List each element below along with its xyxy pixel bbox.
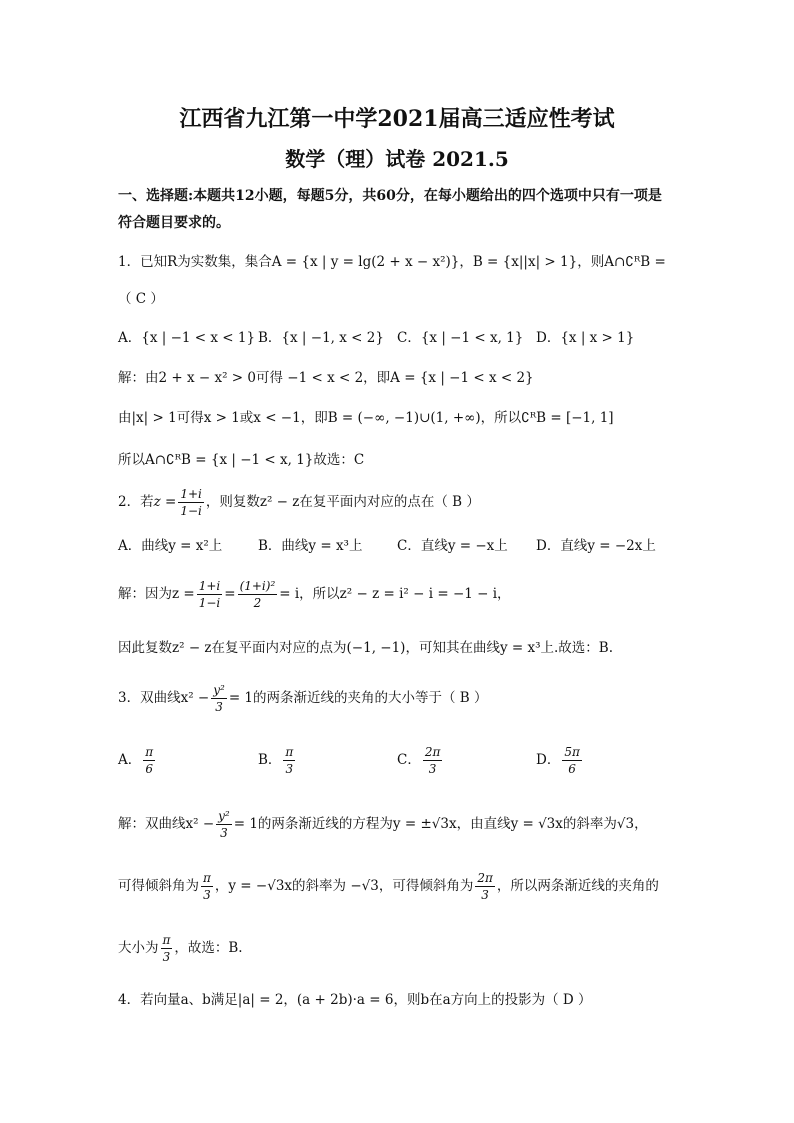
q3-sol-a-suffix: = 1的两条渐近线的方程为y = ±√3x，由直线y = √3x的斜率为√3， [233, 816, 648, 832]
q2-sol-den1: 1−i [198, 596, 221, 610]
q2-sol-suffix: = i，所以z² − z = i² − i = −1 − i， [279, 586, 511, 602]
q2-sol-eq: = [224, 586, 236, 602]
q3-option-a-den: 6 [145, 762, 154, 776]
q2-stem [118, 484, 480, 520]
q1-solution-line2: 由|x| > 1可得x > 1或x < −1，即B = (−∞, −1)∪(1, +∞)，所以∁ᴿB = [−1, 1] [118, 410, 614, 426]
q3-sol-b-mid: ，y = −√3x的斜率为 −√3，可得倾斜角为 [214, 878, 474, 894]
q3-sol-c-fraction [161, 932, 173, 965]
q2-sol-num1: 1+i [198, 579, 221, 593]
exam-title: 江西省九江第一中学2021届高三适应性考试 [179, 106, 615, 132]
q2-z-eq: z = [153, 494, 177, 510]
q3-option-d-num: 5π [564, 745, 580, 759]
q3-frac-den: 3 [215, 700, 223, 714]
q3-sol-b-den1: 3 [203, 888, 211, 902]
q3-sol-a-den: 3 [220, 826, 228, 840]
q1-option-b: B．{x | −1, x < 2} [258, 330, 384, 346]
section-header-line2: 符合题目要求的。 [118, 215, 230, 231]
q3-sol-a-fraction [216, 808, 232, 841]
q3-sol-c-den: 3 [162, 950, 171, 964]
q2-solution-line1 [118, 576, 511, 612]
q3-option-b-frac [283, 744, 295, 777]
q2-sol-num2: (1+i)² [239, 579, 276, 593]
q3-option-a-num: π [145, 745, 154, 759]
q2-sol-den2: 2 [253, 596, 262, 610]
q2-fraction [178, 486, 204, 519]
q2-sol-fraction1 [197, 578, 223, 611]
q3-sol-b-fraction1 [201, 870, 213, 903]
q2-stem-prefix: 2．若 [118, 494, 154, 510]
q1-option-d: D．{x | x > 1} [536, 330, 635, 346]
q2-option-d: D．直线y = −2x上 [536, 538, 656, 554]
q3-stem-suffix: = 1的两条渐近线的夹角的大小等于（ B ） [228, 690, 488, 706]
q3-solution-line3 [118, 930, 243, 966]
q3-option-c-label: C． [397, 752, 421, 768]
q3-sol-b-suffix: ，所以两条渐近线的夹角的 [496, 878, 659, 894]
q3-option-a-label: A． [118, 752, 142, 768]
q3-option-a-frac [143, 744, 155, 777]
q3-solution-line1 [118, 806, 648, 842]
q3-option-b-label: B． [258, 752, 282, 768]
q3-option-c-num: 2π [424, 745, 441, 759]
q3-sol-b-num2: 2π [477, 871, 493, 885]
q3-option-d-frac [562, 744, 582, 777]
q3-sol-a-prefix: 解：双曲线x² − [118, 816, 215, 832]
q1-solution-line3: 所以A∩∁ᴿB = {x | −1 < x, 1}故选：C [118, 452, 365, 468]
q3-sol-c-prefix: 大小为 [118, 940, 159, 956]
q3-sol-a-num: y² [218, 809, 230, 823]
q1-option-a: A．{x | −1 < x < 1} [118, 330, 256, 346]
q3-option-c-frac [423, 744, 443, 777]
q3-fraction [211, 682, 227, 715]
q3-sol-b-prefix: 可得倾斜角为 [118, 878, 199, 894]
q2-stem-suffix: ，则复数z² − z在复平面内对应的点在（ B ） [205, 494, 480, 510]
q1-stem: 1．已知R为实数集，集合A = {x | y = lg(2 + x − x²)}，B = {x||x| > 1}，则A∩∁ᴿB = [118, 254, 666, 270]
q3-option-d-den: 6 [568, 762, 576, 776]
q3-solution-line2 [118, 868, 659, 904]
q2-sol-prefix: 解：因为z = [118, 586, 195, 602]
q3-option-d [536, 744, 584, 777]
q3-stem [118, 680, 488, 716]
q3-option-a [118, 744, 157, 777]
q3-option-c [397, 744, 444, 777]
q3-option-c-den: 3 [428, 762, 437, 776]
q2-frac-den: 1−i [180, 504, 202, 518]
q2-option-b: B．曲线y = x³上 [258, 538, 363, 554]
q4-stem: 4．若向量a、b满足|a| = 2，(a + 2b)·a = 6，则b在a方向上的投影为（ D ） [118, 992, 592, 1008]
q3-sol-c-num: π [162, 933, 171, 947]
q3-frac-num: y² [213, 683, 225, 697]
q1-solution-line1: 解：由2 + x − x² > 0可得 −1 < x < 2，即A = {x | −1 < x < 2} [118, 370, 534, 386]
q3-option-b-num: π [285, 745, 294, 759]
q2-option-c: C．直线y = −x上 [397, 538, 508, 554]
q3-option-b [258, 744, 297, 777]
q3-sol-c-suffix: ，故选：B. [174, 940, 243, 956]
q3-option-d-label: D． [536, 752, 561, 768]
q1-answer: （ C ） [118, 291, 164, 307]
q3-sol-b-den2: 3 [481, 888, 489, 902]
q2-sol-fraction2 [238, 578, 278, 611]
q3-sol-b-num1: π [203, 871, 211, 885]
section-header-line1: 一、选择题:本题共12小题，每题5分，共60分，在每小题给出的四个选项中只有一项是 [118, 188, 662, 204]
q2-solution-line2: 因此复数z² − z在复平面内对应的点为(−1, −1)，可知其在曲线y = x³上.故选：B. [118, 640, 613, 656]
q1-option-c: C．{x | −1 < x, 1} [397, 330, 524, 346]
q2-frac-num: 1+i [180, 487, 202, 501]
q2-option-a: A．曲线y = x²上 [118, 538, 223, 554]
q3-option-b-den: 3 [285, 762, 294, 776]
exam-subtitle: 数学（理）试卷 2021.5 [285, 147, 509, 171]
q3-stem-prefix: 3．双曲线x² − [118, 690, 210, 706]
q3-sol-b-fraction2 [475, 870, 495, 903]
